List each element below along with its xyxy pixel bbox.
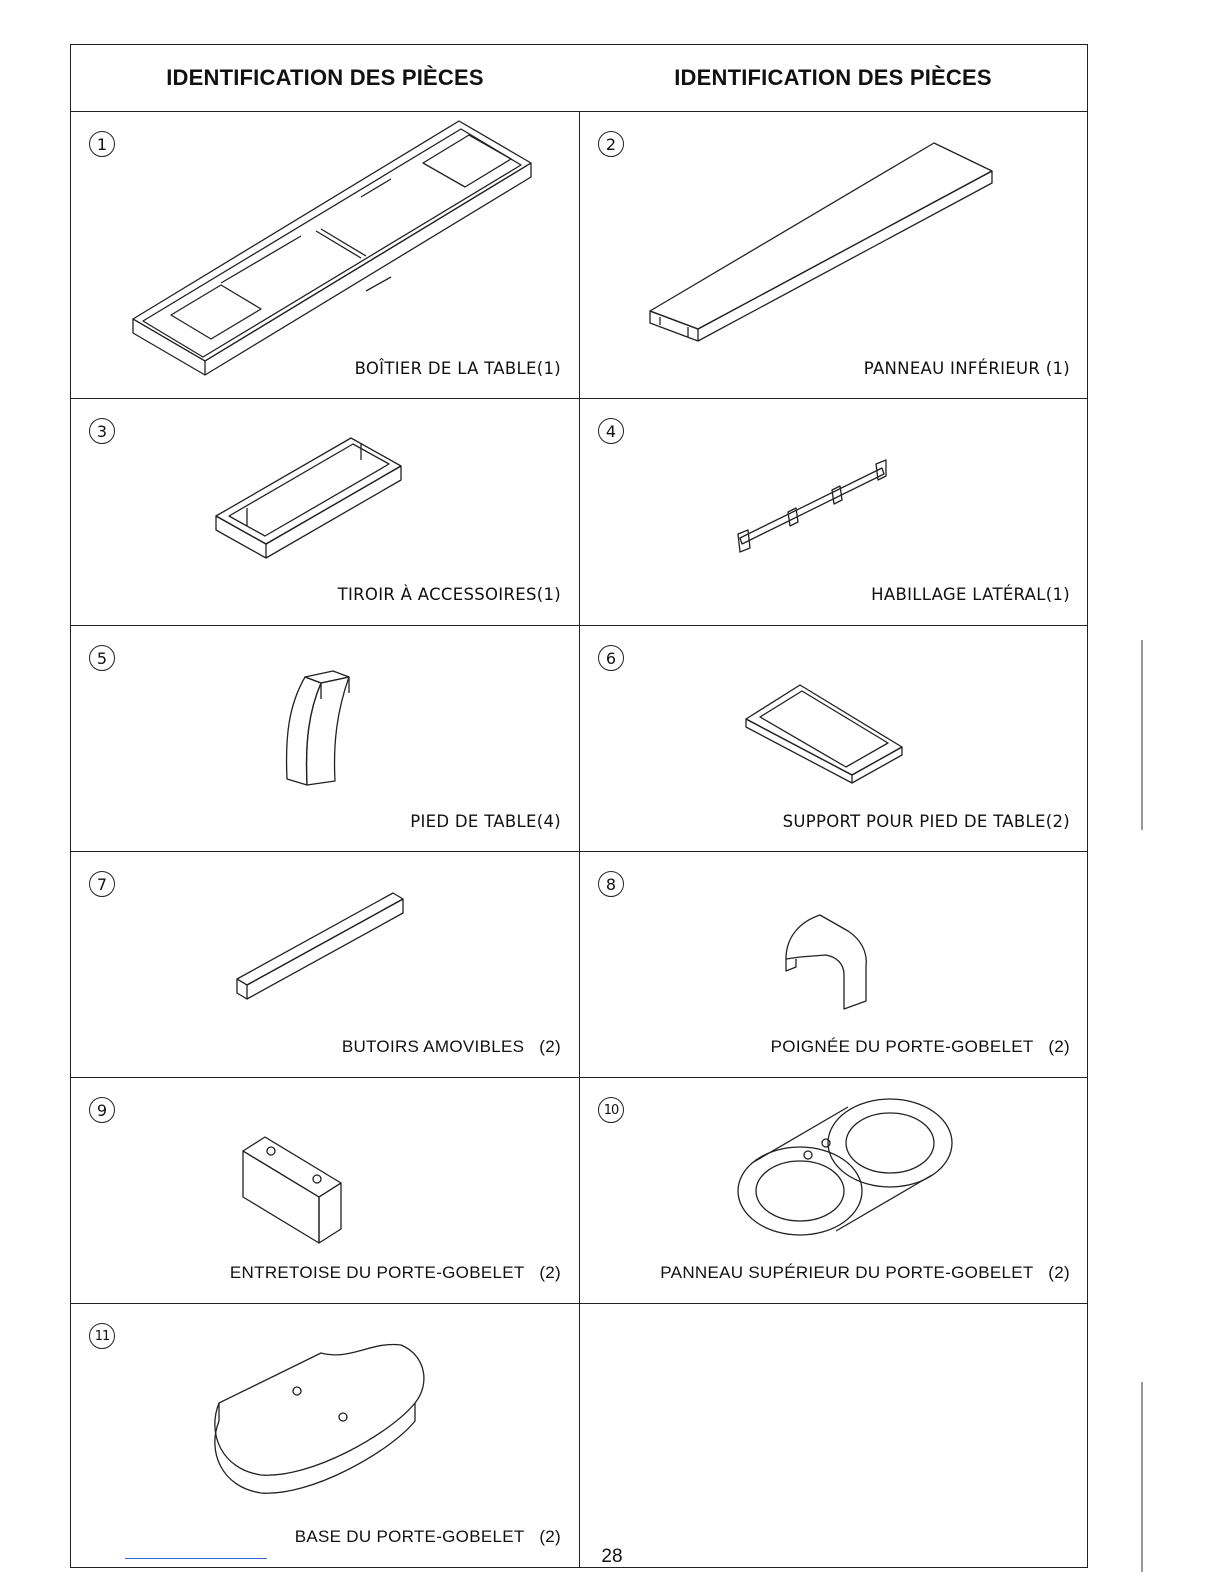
part-number-badge: 2 [598, 131, 624, 157]
part-label: PANNEAU SUPÉRIEUR DU PORTE-GOBELET (2) [660, 1263, 1070, 1282]
part-label: HABILLAGE LATÉRAL(1) [871, 585, 1070, 604]
part-label: BUTOIRS AMOVIBLES (2) [341, 1037, 561, 1056]
part-label: TIROIR À ACCESSOIRES(1) [337, 585, 561, 604]
part-number-badge: 4 [598, 418, 624, 444]
part-label: SUPPORT POUR PIED DE TABLE(2) [782, 812, 1070, 831]
part-number-badge: 11 [89, 1323, 115, 1349]
part-label: PIED DE TABLE(4) [410, 812, 561, 831]
header-title-right: IDENTIFICATION DES PIÈCES [674, 65, 992, 90]
part-number-badge: 5 [89, 645, 115, 671]
part-number-badge: 6 [598, 645, 624, 671]
page-number: 28 [601, 1546, 623, 1567]
part-cell-4 [580, 398, 1088, 624]
part-number-badge: 1 [89, 131, 115, 157]
part-cell-10 [580, 1077, 1088, 1303]
part-label: ENTRETOISE DU PORTE-GOBELET (2) [229, 1263, 561, 1282]
scan-artifact-line [1141, 640, 1143, 830]
parts-identification-table [70, 44, 1088, 1568]
bottom-panel-icon [580, 111, 1088, 398]
header-title-left: IDENTIFICATION DES PIÈCES [166, 65, 484, 90]
part-label: BOÎTIER DE LA TABLE(1) [354, 359, 561, 378]
part-label: BASE DU PORTE-GOBELET (2) [294, 1527, 561, 1546]
part-number-badge: 3 [89, 418, 115, 444]
part-number-badge: 10 [598, 1097, 624, 1123]
part-cell-1 [71, 111, 579, 398]
part-cell-11 [71, 1303, 579, 1567]
part-number-badge: 7 [89, 871, 115, 897]
part-cell-7 [71, 851, 579, 1077]
part-cell-8 [580, 851, 1088, 1077]
part-label: PANNEAU INFÉRIEUR (1) [863, 359, 1070, 378]
part-cell-3 [71, 398, 579, 624]
part-number-badge: 8 [598, 871, 624, 897]
scan-artifact-line [1141, 1382, 1143, 1572]
part-cell-2 [580, 111, 1088, 398]
part-cell-9 [71, 1077, 579, 1303]
part-label: POIGNÉE DU PORTE-GOBELET (2) [770, 1037, 1070, 1056]
part-cell-6 [580, 625, 1088, 851]
table-header [71, 45, 1087, 112]
table-cabinet-icon [71, 111, 579, 398]
part-number-badge: 9 [89, 1097, 115, 1123]
part-cell-5 [71, 625, 579, 851]
